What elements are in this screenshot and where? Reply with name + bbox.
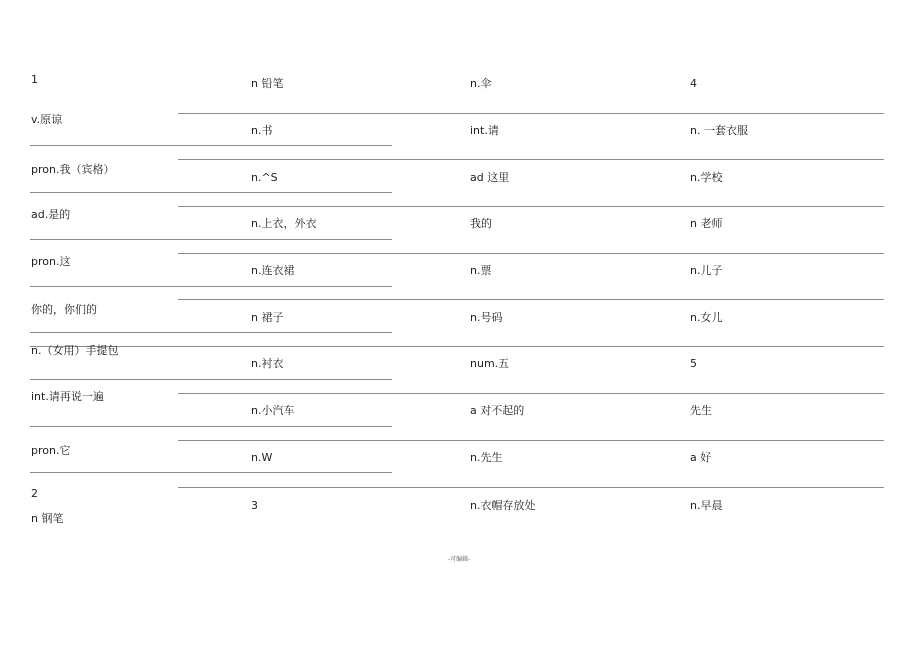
long-rule <box>178 393 884 394</box>
col3-entry: n.伞 <box>470 77 492 90</box>
left-rule <box>30 286 392 287</box>
page-footer: -可编辑- <box>448 556 471 563</box>
long-rule <box>178 159 884 160</box>
col2-entry: n.小汽车 <box>251 404 295 417</box>
left-entry: 2 <box>31 487 38 500</box>
left-entry: pron.这 <box>31 255 71 268</box>
col2-entry: n.书 <box>251 124 273 137</box>
left-entry: 你的，你们的 <box>31 303 97 316</box>
col4-entry: n.早晨 <box>690 499 723 512</box>
col2-entry: 3 <box>251 499 258 512</box>
left-rule <box>30 332 392 333</box>
col4-entry: 5 <box>690 357 697 370</box>
left-entry: pron.它 <box>31 444 71 457</box>
col3-entry: ad 这里 <box>470 171 510 184</box>
col4-entry: n 老师 <box>690 217 723 230</box>
col3-entry: int.请 <box>470 124 499 137</box>
left-rule <box>30 426 392 427</box>
col2-entry: n.连衣裙 <box>251 264 295 277</box>
left-entry: v.原谅 <box>31 113 63 126</box>
col4-entry: 先生 <box>690 404 712 417</box>
col3-entry: 我的 <box>470 217 492 230</box>
col3-entry: num.五 <box>470 357 510 370</box>
left-entry: n.（女用）手提包 <box>31 344 119 357</box>
left-rule <box>30 379 392 380</box>
left-entry: pron.我（宾格） <box>31 163 115 176</box>
long-rule <box>178 113 884 114</box>
col4-entry: n.学校 <box>690 171 723 184</box>
col2-entry: n 铅笔 <box>251 77 284 90</box>
col3-entry: n.先生 <box>470 451 503 464</box>
long-rule <box>178 299 884 300</box>
left-entry: 1 <box>31 73 38 86</box>
col4-entry: 4 <box>690 77 697 90</box>
left-rule <box>30 192 392 193</box>
col3-entry: n.号码 <box>470 311 503 324</box>
col3-entry: n.票 <box>470 264 492 277</box>
col4-entry: a 好 <box>690 451 712 464</box>
long-rule <box>178 206 884 207</box>
col3-entry: n.衣帽存放处 <box>470 499 536 512</box>
left-rule <box>30 239 392 240</box>
left-entry: int.请再说一遍 <box>31 390 104 403</box>
left-rule <box>30 145 392 146</box>
left-rule <box>30 472 392 473</box>
long-rule <box>178 253 884 254</box>
col4-entry: n. 一套衣服 <box>690 124 748 137</box>
col2-entry: n 裙子 <box>251 311 284 324</box>
left-entry: n 钢笔 <box>31 512 64 525</box>
col2-entry: n.W <box>251 451 273 464</box>
col2-entry: n.上衣，外衣 <box>251 217 317 230</box>
col2-entry: n.^S <box>251 171 278 184</box>
col3-entry: a 对不起的 <box>470 404 525 417</box>
left-entry: ad.是的 <box>31 208 71 221</box>
long-rule <box>30 346 884 347</box>
long-rule <box>178 487 884 488</box>
col2-entry: n.衬衣 <box>251 357 284 370</box>
col4-entry: n.儿子 <box>690 264 723 277</box>
long-rule <box>178 440 884 441</box>
col4-entry: n.女儿 <box>690 311 723 324</box>
